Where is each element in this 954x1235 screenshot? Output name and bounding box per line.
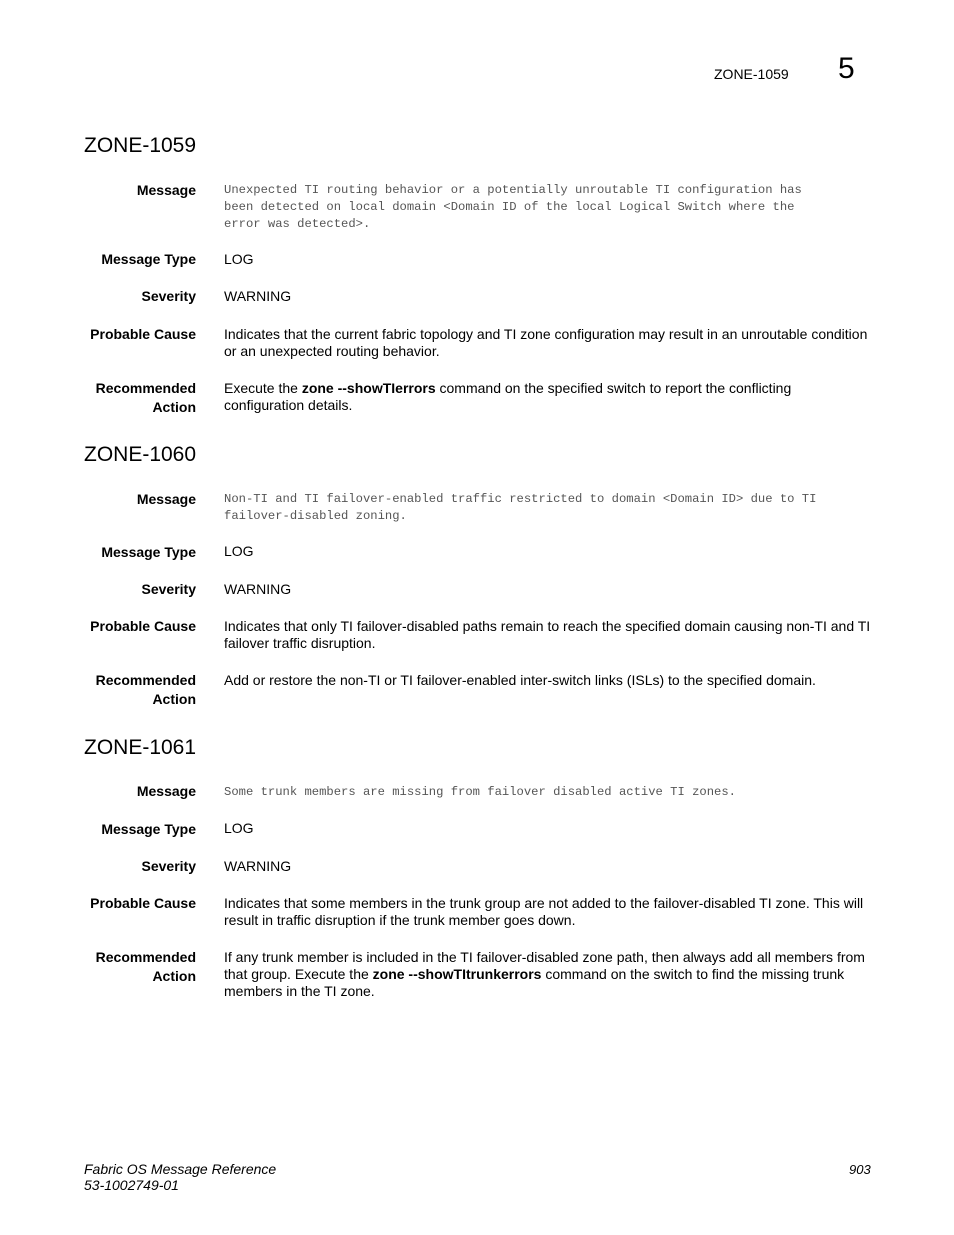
- recommended-action-text: [224, 949, 874, 1000]
- message-type-label: Message Type: [101, 251, 196, 267]
- action-text: Execute the: [224, 380, 302, 396]
- action-text: command on the specified switch to report the conflicting configuration details.: [224, 380, 792, 413]
- probable-cause-label: Probable Cause: [90, 326, 196, 342]
- recommended-word: Recommended: [95, 672, 196, 688]
- message-type-label: Message Type: [101, 544, 196, 560]
- probable-cause-label: Probable Cause: [90, 895, 196, 911]
- action-word: Action: [152, 691, 196, 707]
- recommended-action-text: Add or restore the non-TI or TI failover-enabled inter-switch links (ISLs) to the specified domain.: [224, 672, 816, 688]
- severity-label: Severity: [141, 288, 196, 304]
- probable-cause-label: Probable Cause: [90, 618, 196, 634]
- probable-cause-text: Indicates that some members in the trunk group are not added to the failover-disabled TI zone. This will result in traffic disruption if the trunk member goes down.: [224, 895, 864, 928]
- message-label: Message: [136, 491, 196, 507]
- action-word: Action: [152, 968, 196, 984]
- footer-document-number: 53-1002749-01: [84, 1177, 179, 1193]
- action-text: If any trunk member is included in the TI failover-disabled zone path, then always add all members from that group. Execute the: [224, 949, 865, 982]
- action-text: command on the switch to find the missing trunk members in the TI zone.: [224, 966, 845, 999]
- section-title: ZONE-1061: [84, 736, 197, 759]
- running-header-code: ZONE-1059: [714, 66, 789, 82]
- severity-value: WARNING: [224, 288, 292, 304]
- recommended-action-label: [16, 671, 196, 709]
- recommended-action-label: [16, 379, 196, 417]
- message-type-value: LOG: [224, 543, 254, 559]
- message-type-value: LOG: [224, 251, 254, 267]
- chapter-number: 5: [838, 52, 855, 85]
- recommended-word: Recommended: [95, 380, 196, 396]
- footer-document-title: Fabric OS Message Reference: [84, 1161, 277, 1177]
- message-text: Unexpected TI routing behavior or a potentially unroutable TI configuration has been detected on local domain <Domain ID of the local Logical Switch where the error was detected>.: [224, 183, 802, 231]
- command-name: zone --showTIerrors: [301, 380, 436, 396]
- section-title: ZONE-1060: [84, 443, 197, 466]
- command-name: zone --showTItrunkerrors: [372, 966, 542, 982]
- severity-label: Severity: [141, 858, 196, 874]
- severity-value: WARNING: [224, 581, 292, 597]
- severity-value: WARNING: [224, 858, 292, 874]
- probable-cause-text: Indicates that only TI failover-disabled paths remain to reach the specified domain causing non-TI and TI failover traffic disruption.: [224, 618, 871, 651]
- probable-cause-text: Indicates that the current fabric topology and TI zone configuration may result in an unroutable condition or an unexpected routing behavior.: [224, 326, 868, 359]
- section-title: ZONE-1059: [84, 134, 197, 157]
- message-text: Non-TI and TI failover-enabled traffic restricted to domain <Domain ID> due to TI failover-disabled zoning.: [224, 492, 817, 523]
- recommended-word: Recommended: [95, 949, 196, 965]
- message-type-label: Message Type: [101, 821, 196, 837]
- recommended-action-label: [16, 948, 196, 986]
- action-word: Action: [152, 399, 196, 415]
- page-number: 903: [849, 1162, 871, 1177]
- severity-label: Severity: [141, 581, 196, 597]
- recommended-action-text: [224, 380, 874, 414]
- message-text: Some trunk members are missing from failover disabled active TI zones.: [224, 785, 736, 799]
- message-type-value: LOG: [224, 820, 254, 836]
- message-label: Message: [136, 182, 196, 198]
- message-label: Message: [136, 783, 196, 799]
